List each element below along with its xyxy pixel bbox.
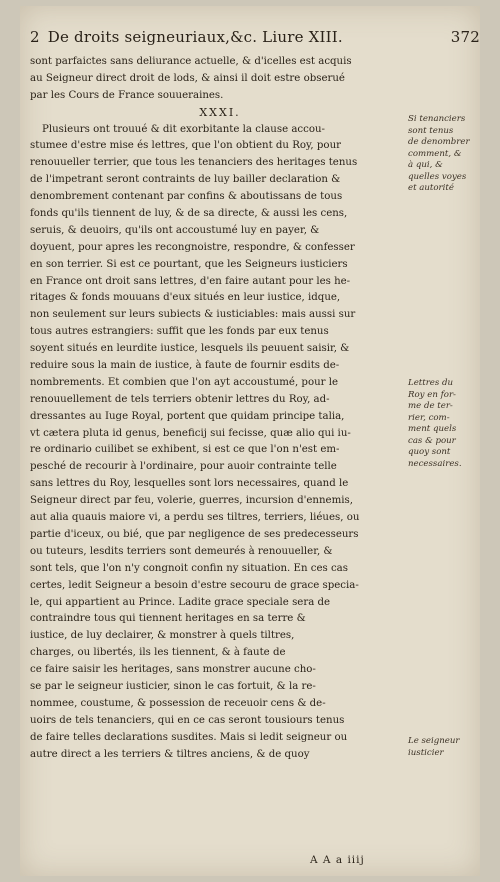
margin-note-line: ment quels <box>408 424 457 434</box>
margin-note-tenanciers <box>408 114 480 195</box>
text-line: nombrements. Et combien que l'on ayt accoustumé, pour le <box>30 376 339 388</box>
margin-note-line: me de ter- <box>408 401 453 411</box>
text-line: le, qui appartient au Prince. Ladite grace speciale sera de <box>30 596 331 608</box>
text-line: par les Cours de France souueraines. <box>30 89 224 101</box>
text-line: autre direct a les terriers & tiltres anciens, & de quoy <box>30 748 310 760</box>
text-line: nommee, coustume, & possession de receuoir cens & de- <box>30 697 326 709</box>
text-line: renouueller terrier, que tous les tenanciers des heritages tenus <box>30 157 358 169</box>
running-title: De droits seigneuriaux,&c. Liure XIII. <box>47 28 343 46</box>
margin-note-line: cas & pour <box>408 435 456 446</box>
text-line: renouuellement de tels terriers obtenir lettres du Roy, ad- <box>30 393 330 405</box>
text-line: dressantes au Iuge Royal, portent que quidam principe talia, <box>30 410 345 422</box>
text-line: Plusieurs ont trouué & dit exorbitante la clause accou- <box>42 123 325 135</box>
text-line: certes, ledit Seigneur a besoin d'estre secouru de grace specia- <box>30 579 359 591</box>
margin-note-seigneur <box>408 736 480 759</box>
text-line: vt cætera pluta id genus, beneficij sui fecisse, quæ alio qui iu- <box>30 427 351 439</box>
text-line: non seulement sur leurs subiects & iusticiables: mais aussi sur <box>30 309 356 321</box>
text-line: charges, ou libertés, ils les tiennent, & à faute de <box>30 647 286 659</box>
text-line: denombrement contenant par confins & aboutissans de tous <box>30 191 343 203</box>
margin-note-line: de denombrer <box>408 137 470 147</box>
text-line: en son terrier. Si est ce pourtant, que les Seigneurs iusticiers <box>30 258 348 270</box>
margin-note-line: necessaires. <box>408 458 462 469</box>
book-page <box>20 6 480 876</box>
margin-note-line: quoy sont <box>408 447 451 457</box>
text-line: contraindre tous qui tiennent heritages en sa terre & <box>30 613 306 625</box>
text-line: partie d'iceux, ou bié, que par negligence de ses predecesseurs <box>30 528 359 540</box>
text-line: tous autres estrangiers: suffit que les fonds par eux tenus <box>30 326 329 338</box>
margin-note-line: iusticier <box>408 747 444 758</box>
text-line: Seigneur direct par feu, volerie, guerres, incursion d'ennemis, <box>30 495 353 507</box>
text-line: pesché de recourir à l'ordinaire, pour auoir contrainte telle <box>30 461 337 473</box>
text-line: doyuent, pour apres les recongnoistre, respondre, & confesser <box>30 241 355 253</box>
text-line: de faire telles declarations susdites. Mais si ledit seigneur ou <box>30 731 348 743</box>
text-line: se par le seigneur iusticier, sinon le cas fortuit, & la re- <box>30 680 316 692</box>
text-line: ou tuteurs, lesdits terriers sont demeurés à renouueller, & <box>30 545 333 557</box>
margin-note-line: Si tenanciers <box>408 114 466 124</box>
text-line: fonds qu'ils tiennent de luy, & de sa directe, & aussi les cens, <box>30 208 348 220</box>
text-line: re ordinario cuilibet se exhibent, si est ce que l'on n'est em- <box>30 444 340 456</box>
text-line: sont parfaictes sans deliurance actuelle, & d'icelles est acquis <box>30 56 352 67</box>
margin-note-line: comment, & <box>408 148 462 159</box>
running-header <box>30 28 480 46</box>
margin-note-line: Roy en for- <box>408 389 456 400</box>
text-line: aut alia quauis maiore vi, a perdu ses tiltres, terriers, liéues, ou <box>30 512 360 524</box>
text-line: sans lettres du Roy, lesquelles sont lors necessaires, quand le <box>30 478 349 490</box>
text-line: au Seigneur direct droit de lods, & ainsi il doit estre obserué <box>30 72 345 84</box>
margin-note-line: sont tenus <box>408 125 454 136</box>
text-line: uoirs de tels tenanciers, qui en ce cas seront tousiours tenus <box>30 714 345 726</box>
margin-note-line: et autorité <box>408 183 454 193</box>
text-line: seruis, & deuoirs, qu'ils ont accoustumé luy en payer, & <box>30 224 320 236</box>
margin-note-line: Lettres du <box>408 378 454 388</box>
margin-note-lettres <box>408 378 480 470</box>
margin-note-line: quelles voyes <box>408 171 467 182</box>
section-heading: XXXI. <box>199 105 241 119</box>
text-line: reduire sous la main de iustice, à faute de fournir esdits de- <box>30 360 340 372</box>
text-line: soyent situés en leurdite iustice, lesquels ils peuuent saisir, & <box>30 343 350 355</box>
paragraph <box>30 122 410 764</box>
text-line: sont tels, que l'on n'y congnoit confin ny situation. En ces cas <box>30 562 348 574</box>
text-line: en France ont droit sans lettres, d'en faire autant pour les he- <box>30 275 351 287</box>
folio-number: 372 <box>450 28 480 46</box>
margin-note-line: rier, com- <box>408 412 450 423</box>
text-line: stumee d'estre mise és lettres, que l'on obtient du Roy, pour <box>30 140 341 152</box>
text-line: iustice, de luy declairer, & monstrer à quels tiltres, <box>30 630 295 642</box>
page-number: 2 <box>30 28 40 46</box>
text-line: de l'impetrant seront contraints de luy bailler declaration & <box>30 174 341 186</box>
margin-note-line: Le seigneur <box>408 736 460 746</box>
margin-note-line: à qui, & <box>408 160 443 170</box>
text-line: ce faire saisir les heritages, sans monstrer aucune cho- <box>30 664 316 676</box>
body-text <box>30 54 410 763</box>
signature-mark: A A a iiij <box>310 854 365 866</box>
text-line: ritages & fonds mouuans d'eux situés en leur iustice, idque, <box>30 292 341 304</box>
